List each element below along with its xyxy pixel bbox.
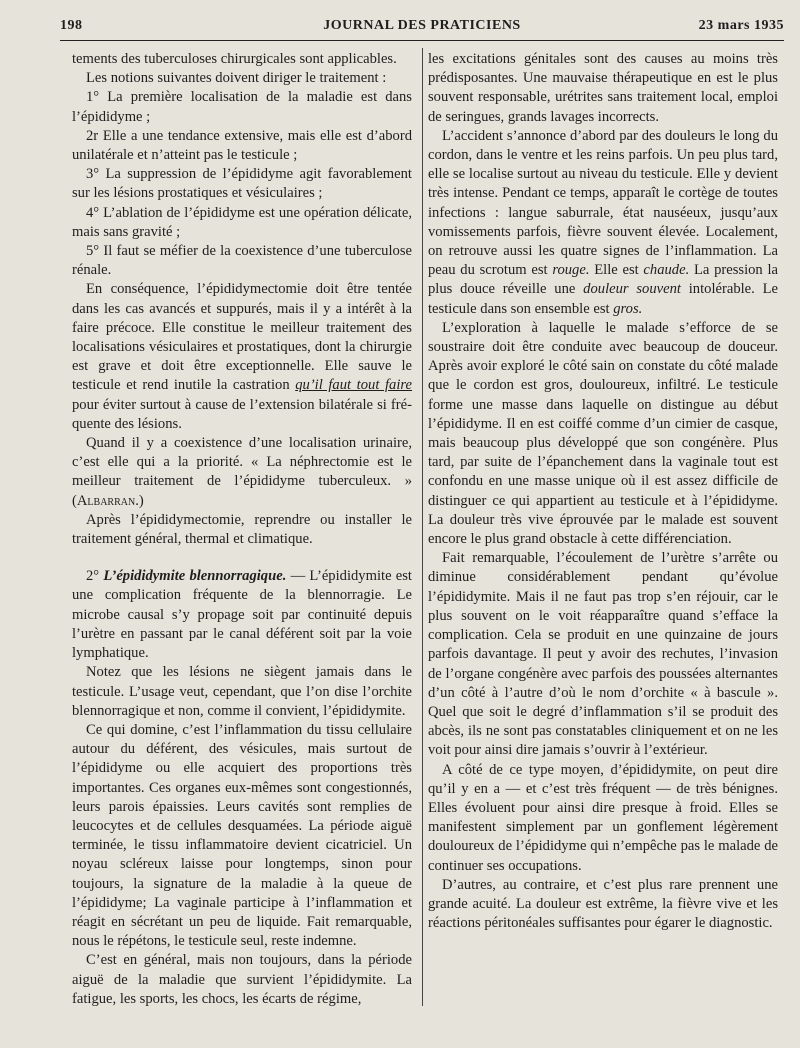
list-item: 2r Elle a une tendance extensive, mais elle est d’abord unilatérale et n’atteint pas le testicule ;: [72, 127, 412, 164]
paragraph: Ce qui domine, c’est l’inflammation du tissu cellulaire autour du déférent, des vésicules, mais surtout de l’épididyme ou elle acquiert des proportions très importantes. Ces organes eux-mêmes sont congestionnés, leurs parois épaissies. Leurs cavités sont remplies de leucocytes et de cellules desquamées. La période aiguë terminée, le tissu inflammatoire devient cicatriciel. Un noyau scléreux laisse pour longtemps, sinon pour toujours, la signature de la maladie à la queue de l’épididyme; La vaginale participe à l’inflammation et réagit en sécrétant un peu de liquide. Fait remarquable, nous le répétons, le testicule seul, reste indemne.: [72, 721, 412, 950]
paragraph: tements des tuberculoses chirurgicales sont applicables.: [72, 51, 397, 67]
list-item: 1° La première localisation de la maladie est dans l’épididyme ;: [72, 89, 412, 125]
paragraph: les excitations génitales sont des causes au moins très prédisposantes. Une mauvaise thérapeutique en est le plus souvent responsable, urétrites sans traitement local, emploi de seringues, grands lavages incorrects.: [428, 51, 778, 125]
paragraph: D’autres, au contraire, et c’est plus rare prennent une grande acuité. La douleur est extrême, la fièvre vive et les réactions péritonéales suffisantes pour égarer le diagnostic.: [428, 876, 778, 932]
paragraph-albarran: Quand il y a coexistence d’une localisation urinaire, c’est elle qui a la priorité. « La néphrectomie est le meilleur traitement de l’épididyme tuberculeux. » (Albarran.): [72, 435, 412, 509]
paragraph: Après l’épididymectomie, reprendre ou installer le traitement général, thermal et climatique.: [72, 511, 412, 548]
paragraph: Les notions suivantes doivent diriger le traitement :: [86, 70, 387, 87]
issue-date: 23 mars 1935: [698, 18, 784, 33]
paragraph: Notez que les lésions ne siègent jamais dans le testicule. L’usage veut, cependant, que l’on dise l’orchite blennorragique et non, comme il convient, l’épididymite.: [72, 664, 412, 719]
list-item: 4° L’ablation de l’épididyme est une opération délicate, mais sans gravité ;: [72, 204, 412, 240]
right-column: [428, 50, 778, 933]
paragraph-castration: En conséquence, l’épididymectomie doit être tentée dans les cas avancés et suppurés, mais il y a intérêt à la faire précoce. Elle constitue le meilleur traitement des localisations vésiculaires et prostatiques, dont la chirurgie est grave et doit être exceptionnelle. Elle sauve le testicule et rend inutile la castration qu’il faut tout faire pour éviter surtout à cause de l’extension bilatérale si fréquente des lésions.: [72, 281, 412, 432]
list-item: 5° Il faut se méfier de la coexistence d’une tuberculose rénale.: [72, 243, 412, 279]
column-divider: [422, 48, 423, 1006]
list-item: 3° La suppression de l’épididyme agit favorablement sur les lésions prostatiques et vésiculaires ;: [72, 166, 412, 202]
left-column: [72, 50, 412, 1009]
paragraph: L’exploration à laquelle le malade s’efforce de se soustraire doit être conduite avec beaucoup de douceur. Après avoir exploré le côté sain on constate du côté malade que le cordon est gros, douloureux, infiltré. Le testicule forme une masse dans laquelle on distingue au début l’épididyme. Il en est coiffé comme d’un cimier de casque, mais beaucoup plus développé que son congénère. Plus tard, par suite de l’épanchement dans la vaginale tout est confondu en une masse unique où il est assez difficile de distinguer ce qui appartient au testicule et à l’épididyme. La douleur très vive éprouvée par le malade est souvent encore le plus grand obstacle à cette différenciation.: [428, 319, 778, 548]
page-header: [60, 14, 784, 40]
paragraph-signs: L’accident s’annonce d’abord par des douleurs le long du cordon, dans le ventre et les reins parfois. Un peu plus tard, elle se localise surtout au niveau du testicule. Elle y devient très intense. Pendant ce temps, apparaît le cortège de toutes infections : langue saburrale, état nauséeux, jusqu’aux vomissements parfois, fièvre souvent élevée. Localement, on retrouve aussi les quatre signes de l’inflammation. La peau du scrotum est rouge. Elle est chaude. La pression la plus douce réveille une douleur souvent intolérable. Le testicule dans son ensemble est gros.: [428, 127, 778, 317]
paragraph: A côté de ce type moyen, d’épididymite, on peut dire qu’il y en a — et c’est très fréquent — de très bénignes. Elles évoluent pour ainsi dire presque à froid. Elles se manifestent simplement par un gonflement légèrement douloureux de l’épididyme qui n’empêche pas le malade de continuer ses occupations.: [428, 761, 778, 874]
header-rule: [60, 40, 784, 41]
paragraph: C’est en général, mais non toujours, dans la période aiguë de la maladie que survient l’épididymite. La fatigue, les sports, les chocs, les écarts de régime,: [72, 952, 412, 1007]
paragraph: Fait remarquable, l’écoulement de l’urètre s’arrête ou diminue considérablement pendant qu’évolue l’épididymite. Mais il ne faut pas trop s’en réjouir, car le plus souvent on le voit réapparaître quand s’efface la complication. Cela se produit en une quinzaine de jours parfois davantage. Il peut y avoir des rechutes, l’invasion de l’organe congénère avec parfois des poussées alternantes d’un côté à l’autre d’où le nom d’orchite « à bascule ». Quel que soit le degré d’inflammation s’il se produit des abcès, ils ne sont pas constatables cliniquement et on ne les voit pour ainsi dire jamais s’ouvrir à l’extérieur.: [428, 550, 778, 759]
journal-title: JOURNAL DES PRATICIENS: [323, 18, 521, 33]
page-number: 198: [60, 18, 83, 33]
section-blennorragique: 2° L’épididymite blennorragique. — L’épididymite est une complication fréquente de la blennorragie. Le microbe causal s’y propage soit par continuité depuis l’urètre en passant par le canal déférent soit par la voie lymphatique.: [72, 568, 412, 662]
